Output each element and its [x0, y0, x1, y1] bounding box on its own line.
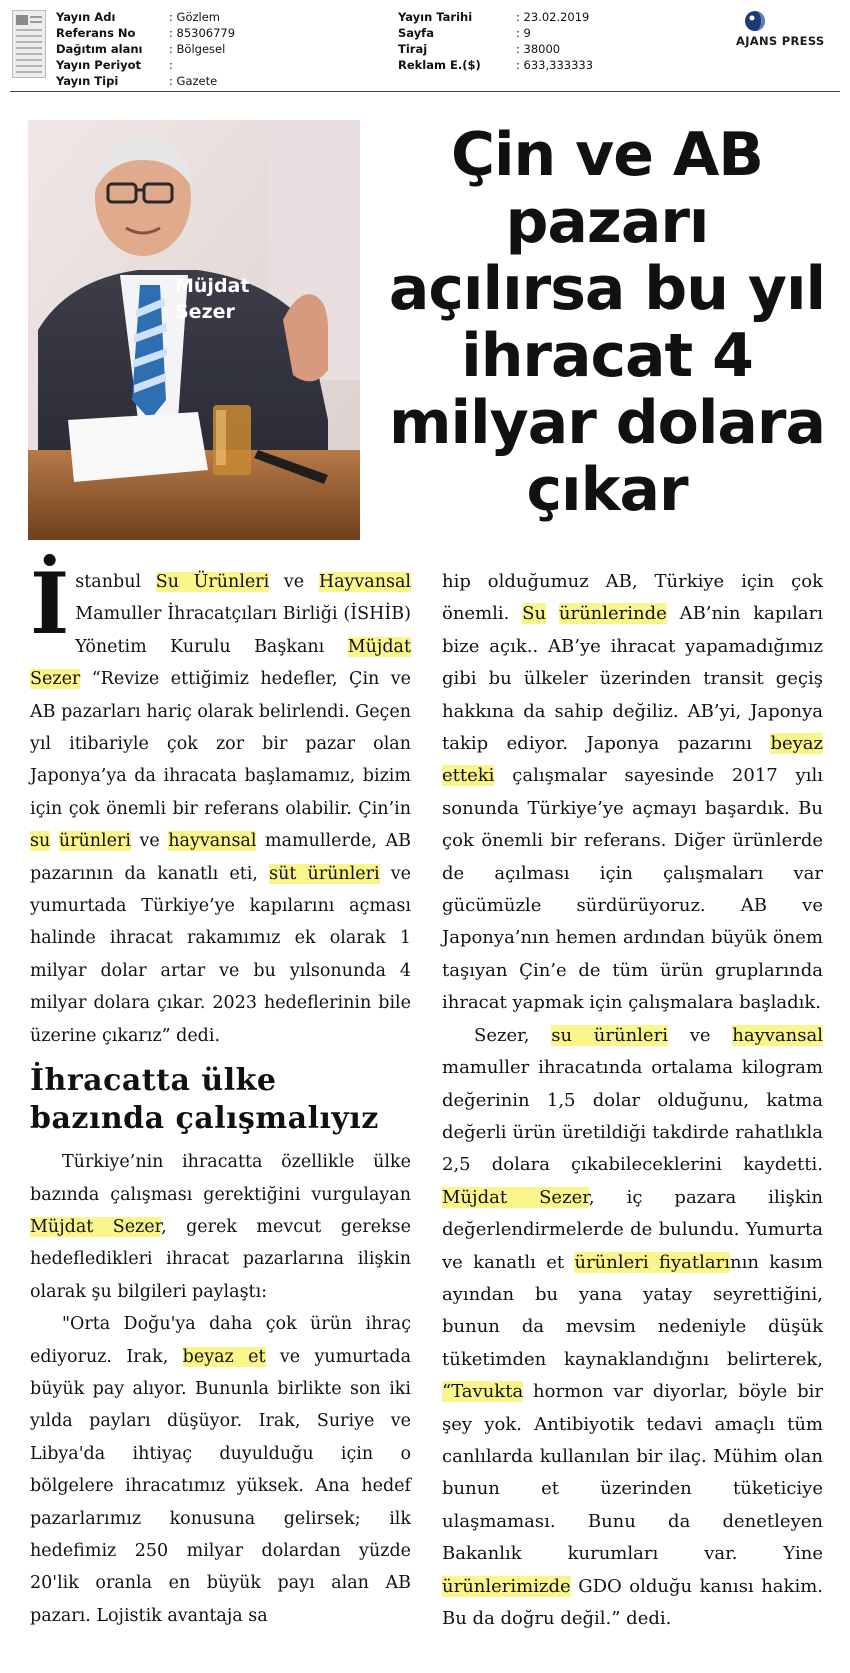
highlighted-keyword: ürünlerinde [558, 603, 667, 625]
header-divider [10, 91, 840, 92]
highlighted-keyword: Hayvansal [318, 572, 411, 592]
highlighted-keyword: su [30, 831, 51, 852]
meta-row-dagitim-alani: Dağıtım alanı : Bölgesel [56, 42, 226, 56]
meta-row-referans-no: Referans No : 85306779 [56, 26, 236, 40]
article-paragraph: hip olduğumuz AB, Türkiye için çok önemli. Su ürünlerinde AB’nin kapıları bize açık.. AB’ye ihracat yapamadığımız gibi bu ülkeler üzerinden transit geçiş hakkına da sahip değiliz. AB’yi, Japonya takip ediyor. Japonya pazarını beyaz etteki çalışmalar sayesinde 2017 yılı sonunda Türkiye’ye açmayı başardık. Bu çok önemli bir referans. Diğer ürünlerde de açılması için çalışmaları var gücümüzle sürdürüyoruz. AB ve Japonya’nın hemen ardından büyük önem taşıyan Çin’e de tüm ürün gruplarında ihracat yapmak için çalışmalara başladık. [442, 571, 823, 1014]
highlighted-keyword: “Tavukta [442, 1381, 524, 1403]
article-paragraph: Türkiye’nin ihracatta özellikle ülke bazında çalışması gerektiğini vurgulayan Müjdat Sezer, gerek mevcut gerekse hedefledikleri ihracat pazarlarına ilişkin olarak şu bilgileri paylaştı: [30, 1152, 411, 1302]
meta-row-reklam: Reklam E.($) : 633,333333 [398, 58, 594, 72]
page-thumbnail [12, 10, 46, 78]
highlighted-keyword: süt ürünleri [269, 863, 380, 884]
meta-left [56, 9, 235, 89]
highlighted-keyword: hayvansal [168, 831, 257, 852]
portrait-photo [28, 120, 360, 540]
meta-right [398, 9, 593, 73]
article-subhead: İhracatta ülke bazında çalışmalıyız [30, 1063, 379, 1137]
meta-row-yayin-tarihi: Yayın Tarihi : 23.02.2019 [398, 10, 590, 24]
highlighted-keyword: su ürünleri [551, 1024, 668, 1046]
highlighted-keyword: Müjdat Sezer [30, 1216, 162, 1237]
globe-logo-icon [744, 10, 766, 32]
ajans-press-logo [736, 10, 836, 50]
highlighted-keyword: Su Ürünleri [155, 572, 270, 592]
highlighted-keyword: Müjdat Sezer [30, 636, 411, 690]
meta-row-yayin-adi: Yayın Adı : Gözlem [56, 10, 220, 24]
article-headline: Çin ve AB pazarı açılırsa bu yıl ihracat 4 milyar dolara çıkar [388, 120, 826, 525]
article-paragraph: İstanbul Su Ürünleri ve Hayvansal Mamuller İhracatçıları Birliği (İSHİB) Yönetim Kurulu Başkanı Müjdat Sezer “Revize ettiğimiz hedefler, Çin ve AB pazarları hariç olarak belirlendi. Geçen yıl itibariyle çok zor bir pazar olan Japonya’ya da ihracata başlamamız, bizim için çok önemli bir referans olabilir. Çin’in su ürünleri ve hayvansal mamullerde, AB pazarının da kanatlı eti, süt ürünleri ve yumurtada Türkiye’ye kapılarını açması halinde ihracat rakamımız ek olarak 1 milyar dolar artar ve bu yılsonunda 4 milyar dolara çıkar. 2023 hedeflerinin bile üzerine çıkarız” dedi. [30, 554, 411, 1046]
highlighted-keyword: ürünleri [58, 831, 131, 852]
clipping-header [0, 0, 850, 92]
meta-row-yayin-periyot: Yayın Periyot : [56, 58, 173, 72]
photo-caption-line2: Sezer [175, 301, 235, 323]
logo-text: AJANS PRESS [736, 34, 825, 48]
highlighted-keyword: ürünlerimizde [442, 1575, 571, 1597]
article-column-left [30, 554, 411, 1632]
highlighted-keyword: beyaz et [182, 1346, 266, 1367]
article-paragraph: "Orta Doğu'ya daha çok ürün ihraç ediyoruz. Irak, beyaz et ve yumurtada büyük pay alıyor. Bununla birlikte son iki yılda payları düşüyor. Irak, Suriye ve Libya'da ihtiyaç duyulduğu için o bölgelere ihracatımız yüksek. Ana hedef pazarlarımız konusuna gelirsek; ilk hedefimiz 250 milyar dolardan yüzde 20'lik oranla en büyük payı alan AB pazarı. Lojistik avantaja sa [30, 1314, 411, 1626]
meta-row-sayfa: Sayfa : 9 [398, 26, 531, 40]
highlighted-keyword: ürünleri fiyatları [574, 1251, 730, 1273]
photo-caption-line1: Müjdat [175, 275, 250, 297]
highlighted-keyword: hayvansal [732, 1024, 823, 1046]
meta-row-tiraj: Tiraj : 38000 [398, 42, 561, 56]
meta-row-yayin-tipi: Yayın Tipi : Gazete [56, 74, 218, 88]
highlighted-keyword: Su [522, 603, 547, 625]
highlighted-keyword: beyaz etteki [442, 733, 823, 787]
article-column-right [442, 566, 823, 1635]
article-paragraph: Sezer, su ürünleri ve hayvansal mamuller ihracatında ortalama kilogram değerinin 1,5 dolar olduğunu, katma değerli ürün üretildiği takdirde rahatlıkla 2,5 dolara çıkabileceklerini kaydetti. Müjdat Sezer, iç pazara ilişkin değerlendirmelerde de bulundu. Yumurta ve kanatlı et ürünleri fiyatlarının kasım ayından bu yana yatay seyrettiğini, bunun da mevsim nedeniyle düşük tüketimden kaynaklandığını belirterek, “Tavukta hormon var diyorlar, böyle bir şey yok. Antibiyotik tedavi amaçlı tüm canlılarda kullanılan bir ilaç. Mühim olan bunun et üzerinden tüketiciye ulaşmaması. Bunu da denetleyen Bakanlık kurumları var. Yine ürünlerimizde GDO olduğu kanısı hakim. Bu da doğru değil.” dedi. [442, 1024, 824, 1629]
drop-cap: İ [30, 554, 70, 653]
highlighted-keyword: Müjdat Sezer [442, 1186, 589, 1208]
